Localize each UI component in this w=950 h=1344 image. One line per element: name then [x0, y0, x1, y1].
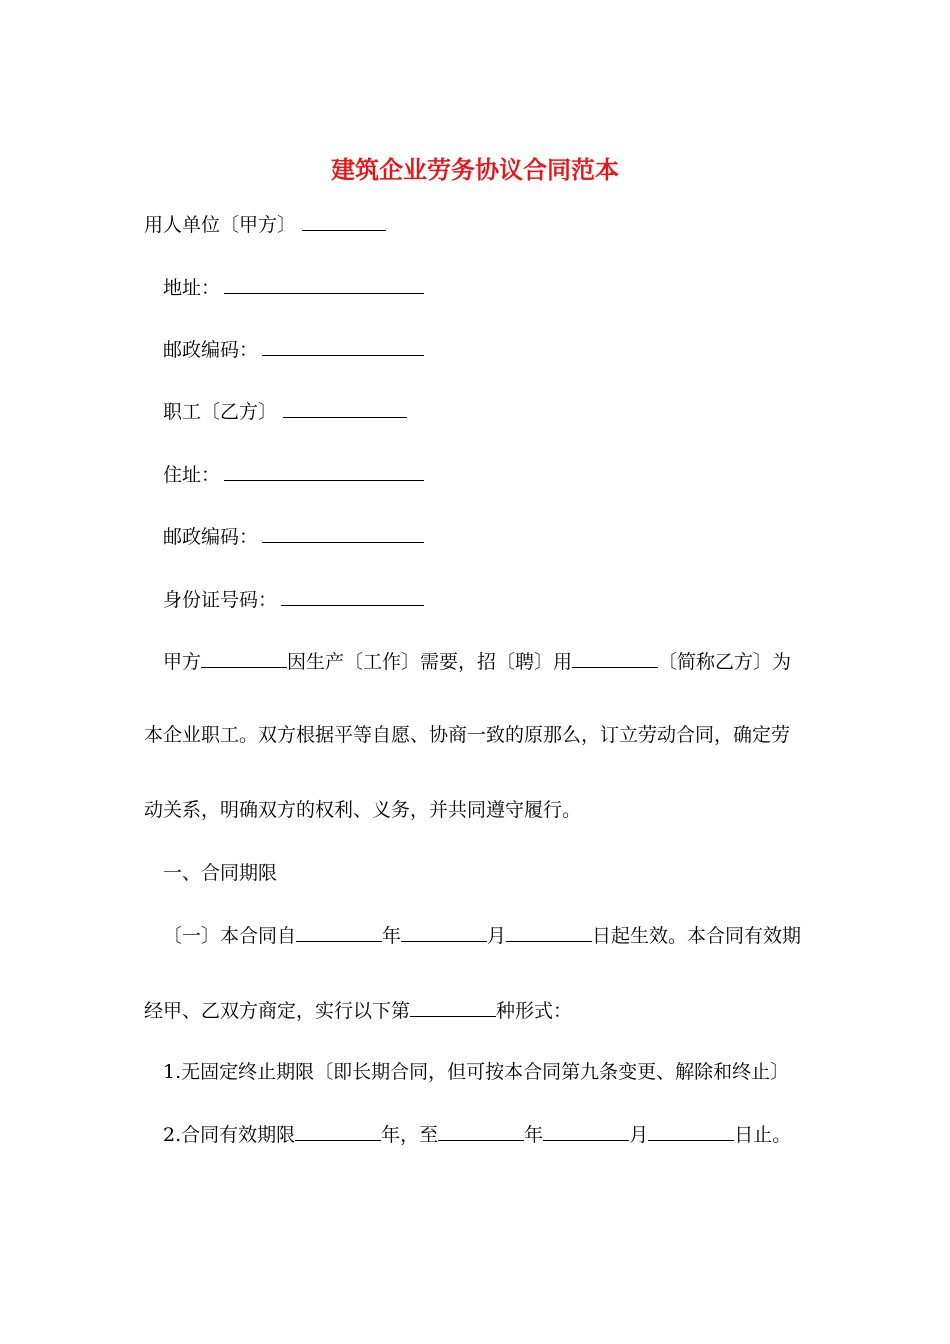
address-b-line [163, 462, 424, 487]
postcode-a-label: 邮政编码： [163, 339, 259, 361]
clause1-blank-month[interactable] [401, 923, 487, 942]
para1-text-2: 因生产〔工作〕需要，招〔聘〕用 [287, 651, 573, 673]
clause1-text-4: 日起生效。本合同有效期 [592, 925, 802, 947]
para1-blank-1[interactable] [201, 649, 287, 668]
para1-line3: 动关系，明确双方的权利、义务，并共同遵守履行。 [144, 799, 582, 821]
item-2-blank-4[interactable] [648, 1122, 734, 1141]
party-a-label: 用人单位〔甲方〕 [144, 214, 297, 236]
party-a-line [144, 212, 386, 237]
para1-text-1: 甲方 [163, 651, 202, 673]
item-2-blank-3[interactable] [543, 1122, 629, 1141]
address-a-line [163, 275, 424, 300]
item-2-text-2: 年，至 [381, 1124, 439, 1146]
address-b-label: 住址： [163, 464, 221, 486]
id-number-label: 身份证号码： [163, 589, 278, 611]
item-2 [163, 1122, 791, 1147]
clause1-text-2: 年 [382, 925, 402, 947]
postcode-a-blank[interactable] [262, 337, 424, 356]
clause1-line1 [163, 923, 801, 948]
item-2-number: 2. [163, 1124, 182, 1146]
address-a-label: 地址： [163, 277, 221, 299]
item-1-text: 无固定终止期限〔即长期合同，但可按本合同第九条变更、解除和终止〕 [181, 1061, 790, 1083]
item-2-text-5: 日止。 [734, 1124, 792, 1146]
party-b-line [163, 399, 407, 424]
document-title: 建筑企业劳务协议合同范本 [331, 155, 619, 184]
clause1-blank-day[interactable] [506, 923, 592, 942]
clause1-blank-year[interactable] [296, 923, 382, 942]
item-2-text-3: 年 [524, 1124, 544, 1146]
item-2-text-4: 月 [629, 1124, 649, 1146]
para1-text-3: 〔简称乙方〕为 [658, 651, 792, 673]
id-number-line [163, 587, 424, 612]
postcode-b-label: 邮政编码： [163, 526, 259, 548]
party-b-label: 职工〔乙方〕 [163, 401, 278, 423]
postcode-b-line [163, 524, 424, 549]
clause1-text-3: 月 [487, 925, 507, 947]
item-2-blank-1[interactable] [295, 1122, 381, 1141]
para1-line2: 本企业职工。双方根据平等自愿、协商一致的原那么，订立劳动合同，确定劳 [144, 724, 791, 746]
para1-line1 [163, 649, 791, 674]
clause1-text-5: 经甲、乙双方商定，实行以下第 [144, 1000, 411, 1022]
item-1-number: 1. [163, 1061, 182, 1083]
section-heading-1: 一、合同期限 [163, 862, 278, 884]
postcode-a-line [163, 337, 424, 362]
address-a-blank[interactable] [224, 275, 424, 294]
clause1-blank-form[interactable] [410, 998, 496, 1017]
id-number-blank[interactable] [281, 587, 424, 606]
party-b-blank[interactable] [283, 399, 407, 418]
item-2-text-1: 合同有效期限 [181, 1124, 296, 1146]
clause1-text-1: 〔一〕本合同自 [163, 925, 297, 947]
clause1-text-6: 种形式： [496, 1000, 573, 1022]
clause1-line2 [144, 998, 572, 1023]
party-a-blank[interactable] [302, 212, 386, 231]
item-2-blank-2[interactable] [438, 1122, 524, 1141]
postcode-b-blank[interactable] [262, 524, 424, 543]
para1-blank-2[interactable] [572, 649, 658, 668]
address-b-blank[interactable] [224, 462, 424, 481]
item-1 [163, 1060, 789, 1084]
